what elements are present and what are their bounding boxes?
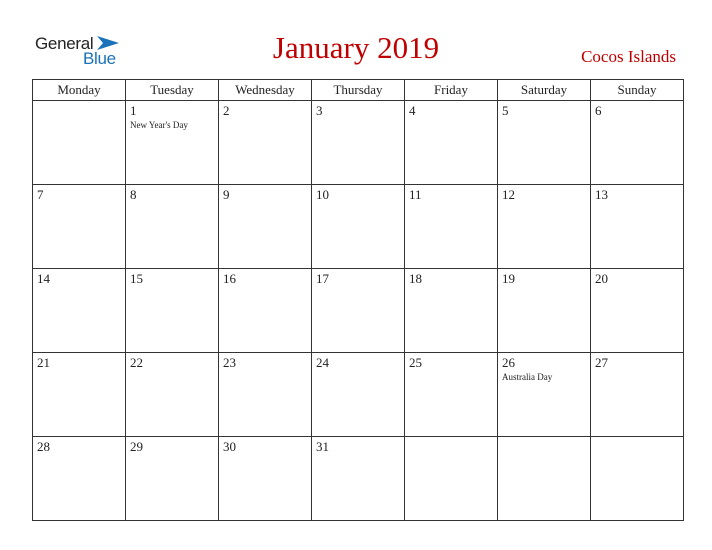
day-number: 15 [130, 271, 143, 286]
day-number: 10 [316, 187, 329, 202]
day-cell [498, 185, 591, 269]
day-cell [312, 269, 405, 353]
day-number: 5 [502, 103, 509, 118]
day-cell [126, 353, 219, 437]
day-number: 12 [502, 187, 515, 202]
weekday-header: Friday [405, 80, 498, 101]
holiday-label: Australia Day [502, 372, 553, 382]
logo-word-blue: Blue [83, 49, 116, 68]
day-number: 25 [409, 355, 422, 370]
day-cell [312, 185, 405, 269]
day-number: 24 [316, 355, 329, 370]
week-row [33, 269, 684, 353]
day-number: 22 [130, 355, 143, 370]
day-cell [405, 269, 498, 353]
day-number: 6 [595, 103, 602, 118]
day-cell [591, 185, 684, 269]
calendar-grid [32, 79, 684, 521]
day-number: 3 [316, 103, 323, 118]
day-number: 2 [223, 103, 230, 118]
day-number: 28 [37, 439, 50, 454]
day-cell [591, 353, 684, 437]
day-number: 1 [130, 103, 137, 118]
day-cell [405, 185, 498, 269]
weekday-header: Monday [33, 80, 126, 101]
day-cell [405, 101, 498, 185]
day-number: 20 [595, 271, 608, 286]
day-number: 21 [37, 355, 50, 370]
day-cell [126, 269, 219, 353]
day-number: 18 [409, 271, 422, 286]
day-number: 26 [502, 355, 515, 370]
day-cell [312, 101, 405, 185]
day-cell [591, 101, 684, 185]
day-cell [33, 437, 126, 521]
week-row [33, 353, 684, 437]
day-number: 4 [409, 103, 416, 118]
day-number: 16 [223, 271, 236, 286]
day-cell [33, 353, 126, 437]
day-number: 29 [130, 439, 143, 454]
day-cell [219, 353, 312, 437]
week-row [33, 437, 684, 521]
day-cell [219, 101, 312, 185]
day-cell [591, 269, 684, 353]
day-cell [405, 353, 498, 437]
day-number: 7 [37, 187, 44, 202]
day-cell [591, 437, 684, 521]
day-number: 27 [595, 355, 608, 370]
day-number: 9 [223, 187, 230, 202]
day-cell [498, 101, 591, 185]
weekday-header: Thursday [312, 80, 405, 101]
day-cell [498, 353, 591, 437]
day-cell [33, 269, 126, 353]
day-cell [126, 437, 219, 521]
day-cell [312, 437, 405, 521]
day-number: 30 [223, 439, 236, 454]
day-number: 19 [502, 271, 515, 286]
calendar-title: January 2019 [272, 30, 440, 65]
day-number: 13 [595, 187, 608, 202]
weekday-header: Tuesday [126, 80, 219, 101]
week-row [33, 101, 684, 185]
day-cell [498, 437, 591, 521]
holiday-label: New Year's Day [130, 120, 188, 130]
weekday-header: Wednesday [219, 80, 312, 101]
week-row [33, 185, 684, 269]
day-cell [312, 353, 405, 437]
day-cell [33, 101, 126, 185]
day-cell [126, 101, 219, 185]
day-number: 31 [316, 439, 329, 454]
day-number: 14 [37, 271, 50, 286]
weekday-header-row [33, 80, 684, 101]
day-cell [219, 185, 312, 269]
day-cell [126, 185, 219, 269]
day-number: 8 [130, 187, 137, 202]
day-cell [33, 185, 126, 269]
country-name: Cocos Islands [581, 47, 676, 66]
day-cell [405, 437, 498, 521]
day-number: 17 [316, 271, 329, 286]
day-number: 23 [223, 355, 236, 370]
day-cell [219, 269, 312, 353]
logo-word-general: General [35, 34, 94, 53]
weekday-header: Saturday [498, 80, 591, 101]
day-cell [219, 437, 312, 521]
day-number: 11 [409, 187, 422, 202]
day-cell [498, 269, 591, 353]
weekday-header: Sunday [591, 80, 684, 101]
